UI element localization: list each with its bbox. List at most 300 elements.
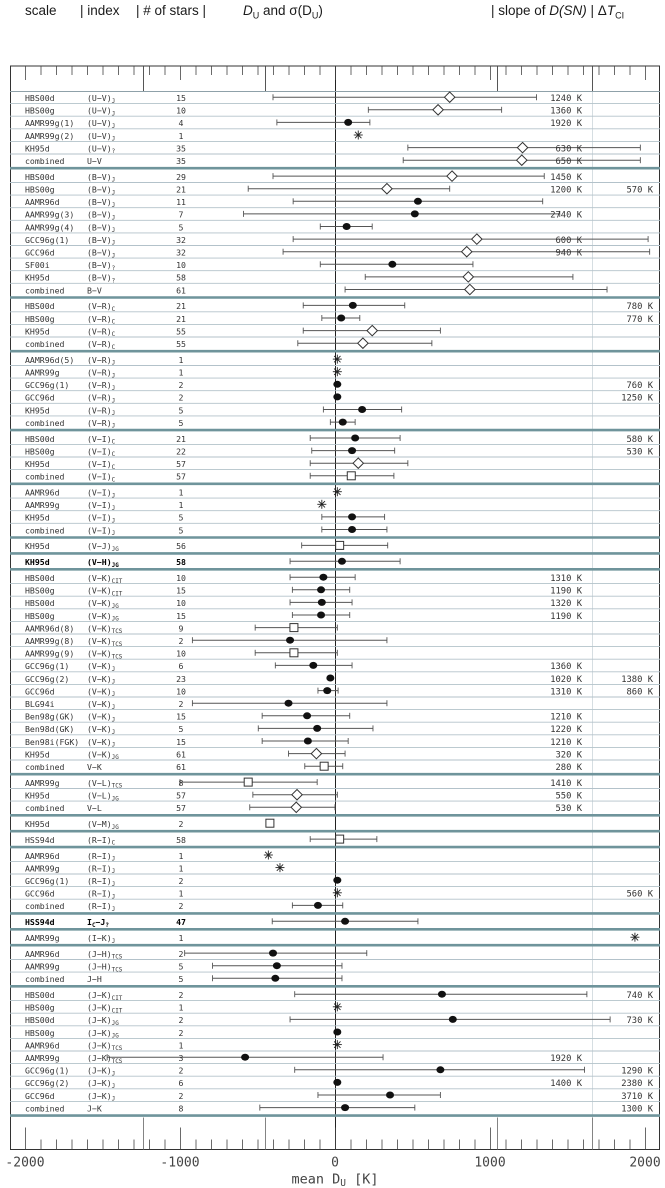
table-row [25, 1040, 184, 1052]
data-point-circle [313, 725, 321, 732]
row-index-label: $(R-I)_J$ [87, 901, 116, 913]
row-scale-label: HBS00g [25, 446, 55, 457]
row-dtci-value: 1380 K [621, 674, 653, 685]
row-star-count: 11 [176, 197, 186, 208]
row-scale-label: AAMR96d(5) [25, 354, 75, 365]
data-point-diamond [292, 790, 302, 800]
row-index-label: $(V-R)_J$ [87, 367, 116, 380]
row-star-count: 10 [176, 648, 186, 659]
row-scale-label: GCC96g(1) [25, 661, 70, 672]
data-point-circle [341, 1104, 349, 1111]
data-point-circle [333, 877, 341, 884]
data-point-circle [323, 687, 331, 694]
row-index-label: $(V-I)_J$ [87, 500, 116, 512]
table-row [25, 749, 583, 761]
row-index-label: $(V-R)_J$ [87, 354, 116, 367]
row-slope-value: 2740 K [550, 210, 582, 221]
row-index-label: $(U-V)_?$ [87, 143, 116, 156]
data-point-circle [304, 738, 312, 745]
row-index-label: $(V-R)_C$ [87, 313, 116, 326]
row-slope-value: 1240 K [550, 94, 582, 104]
row-star-count: 10 [176, 598, 186, 609]
row-index-label: $(I-K)_J$ [87, 933, 116, 945]
row-star-count: 1 [178, 1002, 184, 1013]
row-index-label: $(J-K)_{TCS}$ [87, 1053, 123, 1065]
row-scale-label: HSS94d [25, 917, 55, 928]
row-star-count: 1 [178, 863, 184, 874]
row-star-count: 57 [176, 790, 186, 801]
row-scale-label: AAMR99g [25, 500, 60, 511]
data-point-circle [333, 393, 341, 400]
x-axis-tick-label: 1000 [474, 1155, 506, 1171]
row-index-label: $(V-R)_J$ [87, 417, 116, 430]
row-star-count: 57 [176, 471, 186, 482]
data-point-circle [333, 1079, 341, 1086]
row-scale-label: KH95d [25, 749, 50, 760]
row-scale-label: GCC96d [25, 686, 55, 697]
data-point-circle [344, 119, 352, 126]
column-header-scale: scale [25, 3, 57, 18]
table-row [25, 835, 186, 847]
row-scale-label: KH95d [25, 326, 50, 337]
row-index-label: $(V-K)_J$ [87, 724, 116, 736]
row-index-label: $(V-K)_{TCS}$ [87, 648, 123, 661]
table-row [25, 803, 583, 814]
row-scale-label: Ben98d(GK) [25, 724, 75, 735]
data-point-square [347, 472, 355, 480]
row-slope-value: 1210 K [550, 712, 582, 723]
row-index-label: $(R-I)_J$ [87, 850, 116, 863]
table-row [25, 131, 184, 143]
table-row [25, 210, 583, 222]
table-row [25, 525, 184, 537]
data-point-diamond [433, 105, 443, 115]
row-scale-label: AAMR99g(3) [25, 209, 75, 220]
row-slope-value: 650 K [555, 157, 582, 167]
row-index-label: $(B-V)_J$ [87, 171, 116, 184]
row-index-label: $(V-K)_{CIT}$ [87, 573, 123, 585]
row-star-count: 2 [178, 948, 184, 959]
row-scale-label: KH95d [25, 143, 50, 154]
data-point-diamond [353, 458, 363, 468]
table-row [25, 434, 654, 446]
row-star-count: 21 [176, 184, 186, 195]
row-star-count: 29 [176, 171, 186, 182]
table-row [25, 106, 583, 118]
row-scale-label: AAMR99g(8) [25, 636, 75, 646]
row-star-count: 6 [178, 1078, 184, 1089]
row-star-count: 55 [176, 326, 186, 337]
row-star-count: 2 [178, 901, 184, 912]
row-star-count: 21 [176, 313, 186, 324]
table-row [25, 260, 186, 272]
table-row [25, 674, 654, 686]
data-point-square [290, 649, 298, 657]
row-index-label: $(V-L)_{TCS}$ [87, 777, 123, 790]
row-scale-label: HBS00g [25, 313, 55, 324]
table-row [25, 863, 184, 875]
row-index-label: $(V-R)_C$ [87, 339, 116, 351]
row-index-label: $(V-R)_C$ [87, 326, 116, 339]
table-row [25, 197, 186, 209]
row-scale-label: combined [25, 339, 65, 349]
row-scale-label: AAMR96d [25, 1040, 60, 1051]
row-scale-label: Ben98g(GK) [25, 711, 75, 722]
row-star-count: 5 [178, 222, 184, 233]
data-point-diamond [445, 92, 455, 102]
row-index-label: $(B-V)_?$ [87, 260, 116, 272]
row-index-label: $I_C-J_?$ [87, 917, 109, 929]
data-point-circle [449, 1016, 457, 1023]
row-index-label: J−K [87, 1103, 102, 1114]
row-index-label: $(V-K)_{JG}$ [87, 749, 119, 762]
data-point-circle [318, 599, 326, 606]
row-index-label: B−V [87, 285, 102, 296]
x-axis-tick-label: 2000 [629, 1155, 661, 1171]
row-slope-value: 530 K [555, 804, 582, 815]
row-slope-value: 600 K [555, 235, 582, 246]
table-row [25, 649, 186, 661]
row-index-label: $(J-K)_{JG}$ [87, 1015, 119, 1027]
row-slope-value: 550 K [555, 791, 582, 802]
row-index-label: $(V-I)_C$ [87, 433, 116, 446]
row-star-count: 56 [176, 541, 186, 552]
x-axis-tick-label: -1000 [160, 1155, 200, 1171]
data-point-circle [286, 637, 294, 644]
data-point-diamond [291, 802, 301, 812]
row-slope-value: 1920 K [550, 119, 582, 130]
row-scale-label: HBS00d [25, 301, 55, 312]
row-slope-value: 630 K [555, 144, 582, 155]
data-point-square [290, 624, 298, 632]
row-slope-value: 280 K [555, 763, 582, 773]
data-point-circle [388, 261, 396, 268]
table-row [25, 248, 583, 260]
row-dtci-value: 2380 K [621, 1079, 653, 1090]
row-star-count: 1 [178, 888, 184, 899]
row-scale-label: KH95d [25, 512, 50, 523]
row-index-label: J−H [87, 974, 102, 985]
row-star-count: 3 [178, 1053, 184, 1063]
row-scale-label: HBS00d [25, 990, 55, 1000]
data-point-circle [338, 558, 346, 565]
row-scale-label: combined [25, 803, 65, 814]
data-point-circle [386, 1092, 394, 1099]
table-row [25, 459, 186, 471]
row-index-label: $(J-K)_{CIT}$ [87, 990, 123, 1002]
table-row [25, 1015, 654, 1027]
row-scale-label: AAMR99g [25, 777, 60, 788]
table-row [25, 93, 583, 105]
row-index-label: $(V-R)_J$ [87, 405, 116, 418]
row-star-count: 4 [178, 118, 184, 129]
row-slope-value: 1190 K [550, 611, 582, 622]
table-row [25, 185, 654, 197]
row-dtci-value: 560 K [626, 889, 653, 900]
table-row [25, 737, 583, 749]
row-scale-label: KH95d [25, 557, 50, 568]
row-scale-label: GCC96g(1) [25, 380, 70, 391]
row-scale-label: HBS00g [25, 585, 55, 596]
row-star-count: 2 [178, 1015, 184, 1026]
row-scale-label: GCC96g(1) [25, 1065, 70, 1076]
row-star-count: 1 [178, 933, 184, 943]
row-slope-value: 1920 K [550, 1054, 582, 1064]
row-star-count: 23 [176, 673, 186, 684]
data-point-circle [339, 419, 347, 426]
row-scale-label: GCC96g(2) [25, 673, 70, 684]
table-row [25, 661, 583, 673]
row-scale-label: AAMR96d(8) [25, 623, 75, 634]
data-point-circle [343, 223, 351, 230]
row-scale-label: GCC96d [25, 888, 55, 899]
table-row [25, 778, 583, 790]
row-star-count: 22 [176, 446, 186, 457]
row-star-count: 5 [178, 974, 184, 985]
row-scale-label: HBS00g [25, 1002, 55, 1013]
data-point-square [336, 541, 344, 549]
row-star-count: 15 [176, 711, 186, 722]
table-row [25, 611, 583, 623]
row-star-count: 1 [178, 500, 184, 511]
row-index-label: $(V-K)_J$ [87, 736, 116, 749]
row-scale-label: GCC96d [25, 392, 55, 403]
row-index-label: $(U-V)_J$ [87, 118, 116, 130]
row-index-label: $(V-L)_{JG}$ [87, 790, 119, 803]
row-index-label: $(R-I)_J$ [87, 876, 116, 888]
row-star-count: 58 [176, 557, 186, 568]
table-row [25, 285, 186, 295]
row-scale-label: KH95d [25, 272, 50, 283]
row-scale-label: AAMR99g [25, 961, 60, 972]
row-dtci-value: 1290 K [621, 1066, 653, 1077]
row-index-label: $(V-H)_{JG}$ [87, 557, 119, 569]
row-index-label: $(J-K)_J$ [87, 1078, 116, 1090]
row-star-count: 57 [176, 803, 186, 814]
row-scale-label: HBS00d [25, 433, 55, 444]
data-point-square [336, 835, 344, 843]
data-point-circle [348, 526, 356, 533]
row-slope-value: 1450 K [550, 172, 582, 183]
data-point-square [244, 778, 252, 786]
data-point-circle [349, 302, 357, 309]
row-scale-label: HBS00d [25, 573, 55, 583]
row-star-count: 61 [176, 762, 186, 772]
row-slope-value: 1190 K [550, 586, 582, 597]
row-dtci-value: 570 K [626, 185, 653, 196]
table-row [25, 1028, 184, 1040]
row-index-label: $(R-I)_J$ [87, 888, 116, 901]
table-row [25, 557, 186, 569]
row-star-count: 8 [178, 777, 184, 788]
row-slope-value: 1410 K [550, 778, 582, 789]
data-point-circle [317, 612, 325, 619]
data-point-circle [273, 962, 281, 969]
table-row [25, 446, 654, 458]
data-point-diamond [517, 155, 527, 165]
row-star-count: 5 [178, 405, 184, 416]
table-row [25, 598, 583, 610]
row-star-count: 55 [176, 339, 186, 349]
row-index-label: $(V-R)_J$ [87, 380, 116, 392]
row-star-count: 7 [178, 209, 184, 220]
data-point-diamond [311, 748, 321, 758]
row-scale-label: AAMR99g [25, 933, 60, 943]
row-index-label: $(V-K)_{JG}$ [87, 598, 119, 610]
row-scale-label: AAMR99g(1) [25, 118, 75, 129]
row-index-label: $(V-K)_J$ [87, 711, 116, 724]
table-row [25, 326, 186, 338]
row-star-count: 10 [176, 260, 186, 271]
row-index-label: $(R-I)_C$ [87, 834, 116, 847]
table-row [25, 819, 184, 831]
row-scale-label: combined [25, 901, 65, 912]
row-scale-label: KH95d [25, 541, 50, 552]
row-scale-label: AAMR99g(2) [25, 130, 75, 141]
row-index-label: $(V-K)_J$ [87, 661, 116, 673]
data-point-circle [309, 662, 317, 669]
data-point-circle [438, 991, 446, 998]
row-scale-label: AAMR99g(4) [25, 222, 75, 233]
row-slope-value: 940 K [555, 248, 582, 259]
row-index-label: $(V-I)_C$ [87, 471, 116, 484]
row-scale-label: combined [25, 762, 65, 772]
row-star-count: 2 [178, 699, 184, 709]
row-index-label: $(B-V)_J$ [87, 184, 116, 197]
data-point-diamond [358, 338, 368, 348]
data-point-circle [317, 586, 325, 593]
data-point-circle [326, 675, 334, 682]
data-point-circle [351, 435, 359, 442]
row-star-count: 2 [178, 1027, 184, 1038]
row-star-count: 15 [176, 610, 186, 621]
row-scale-label: AAMR99g [25, 1053, 60, 1063]
table-row [25, 355, 184, 367]
data-point-circle [341, 918, 349, 925]
column-header-slope-dt: | slope of D(SN) | $\Delta T_{CI}$ [491, 3, 625, 21]
row-scale-label: GCC96d [25, 1090, 55, 1101]
table-row [25, 156, 583, 167]
data-point-diamond [462, 247, 472, 257]
table-row [25, 488, 184, 500]
row-slope-value: 1200 K [550, 185, 582, 196]
data-point-diamond [517, 142, 527, 152]
table-row [25, 1003, 184, 1015]
row-star-count: 2 [178, 1065, 184, 1076]
table-row [25, 1066, 654, 1078]
data-point-diamond [463, 272, 473, 282]
row-dtci-value: 730 K [626, 1016, 653, 1027]
data-point-diamond [382, 184, 392, 194]
row-slope-value: 1020 K [550, 674, 582, 685]
column-header-index: | index [80, 3, 120, 18]
row-scale-label: KH95d [25, 819, 50, 829]
table-row [25, 222, 184, 234]
row-index-label: $(B-V)_J$ [87, 234, 116, 247]
row-star-count: 58 [176, 272, 186, 283]
row-scale-label: AAMR99g [25, 367, 60, 378]
row-index-label: $(B-V)_J$ [87, 222, 116, 235]
row-scale-label: AAMR96d [25, 197, 60, 208]
row-star-count: 1 [178, 1040, 184, 1051]
row-index-label: $(V-I)_C$ [87, 446, 116, 459]
row-scale-label: AAMR96d [25, 850, 60, 861]
row-star-count: 15 [176, 585, 186, 596]
row-dtci-value: 3710 K [621, 1091, 653, 1102]
row-star-count: 32 [176, 234, 186, 245]
row-index-label: $(J-H)_{TCS}$ [87, 961, 123, 974]
row-star-count: 21 [176, 433, 186, 444]
row-scale-label: AAMR99g [25, 863, 60, 874]
row-star-count: 10 [176, 573, 186, 583]
row-star-count: 61 [176, 749, 186, 760]
table-row [25, 541, 186, 553]
table-row [25, 791, 583, 803]
row-index-label: $(V-K)_J$ [87, 686, 116, 699]
row-star-count: 8 [178, 1103, 184, 1114]
table-row [25, 573, 583, 585]
row-scale-label: SF00i [25, 260, 50, 271]
table-row [25, 339, 186, 351]
row-scale-label: Ben98i(FGK) [25, 736, 80, 747]
row-scale-label: HSS94d [25, 834, 55, 845]
table-row [25, 876, 184, 888]
data-point-circle [414, 198, 422, 205]
row-dtci-value: 530 K [626, 447, 653, 458]
row-star-count: 9 [178, 623, 184, 634]
row-dtci-value: 760 K [626, 381, 653, 392]
row-index-label: $(V-I)_J$ [87, 512, 116, 525]
row-index-label: $(R-I)_J$ [87, 863, 116, 876]
table-row [25, 235, 583, 247]
table-row [25, 901, 184, 913]
row-star-count: 15 [176, 736, 186, 747]
table-row [25, 724, 583, 736]
row-scale-label: combined [25, 974, 65, 985]
data-point-circle [436, 1066, 444, 1073]
row-scale-label: AAMR96d [25, 948, 60, 959]
data-point-circle [303, 712, 311, 719]
table-row [25, 118, 583, 130]
row-index-label: $(J-K)_{CIT}$ [87, 1002, 123, 1015]
row-scale-label: HBS00d [25, 1015, 55, 1026]
table-row [25, 636, 184, 648]
row-scale-label: HBS00g [25, 1027, 55, 1038]
row-slope-value: 1320 K [550, 599, 582, 610]
row-index-label: V−K [87, 762, 102, 772]
row-slope-value: 1360 K [550, 106, 582, 117]
row-dtci-value: 860 K [626, 687, 653, 698]
row-scale-label: combined [25, 1103, 65, 1114]
row-scale-label: KH95d [25, 405, 50, 416]
row-star-count: 10 [176, 105, 186, 116]
row-dtci-value: 580 K [626, 434, 653, 445]
row-index-label: $(V-K)_{TCS}$ [87, 623, 123, 636]
row-index-label: $(U-V)_J$ [87, 93, 116, 105]
row-index-label: $(B-V)_?$ [87, 272, 116, 285]
data-point-square [266, 819, 274, 827]
row-index-label: $(U-V)_J$ [87, 130, 116, 143]
row-index-label: $(B-V)_J$ [87, 247, 116, 260]
row-star-count: 35 [176, 143, 186, 154]
table-row [25, 513, 184, 525]
row-scale-label: combined [25, 156, 65, 166]
row-star-count: 10 [176, 686, 186, 697]
row-index-label: $(V-R)_C$ [87, 301, 116, 313]
row-star-count: 61 [176, 285, 186, 296]
row-star-count: 35 [176, 156, 186, 166]
table-row [25, 172, 583, 184]
